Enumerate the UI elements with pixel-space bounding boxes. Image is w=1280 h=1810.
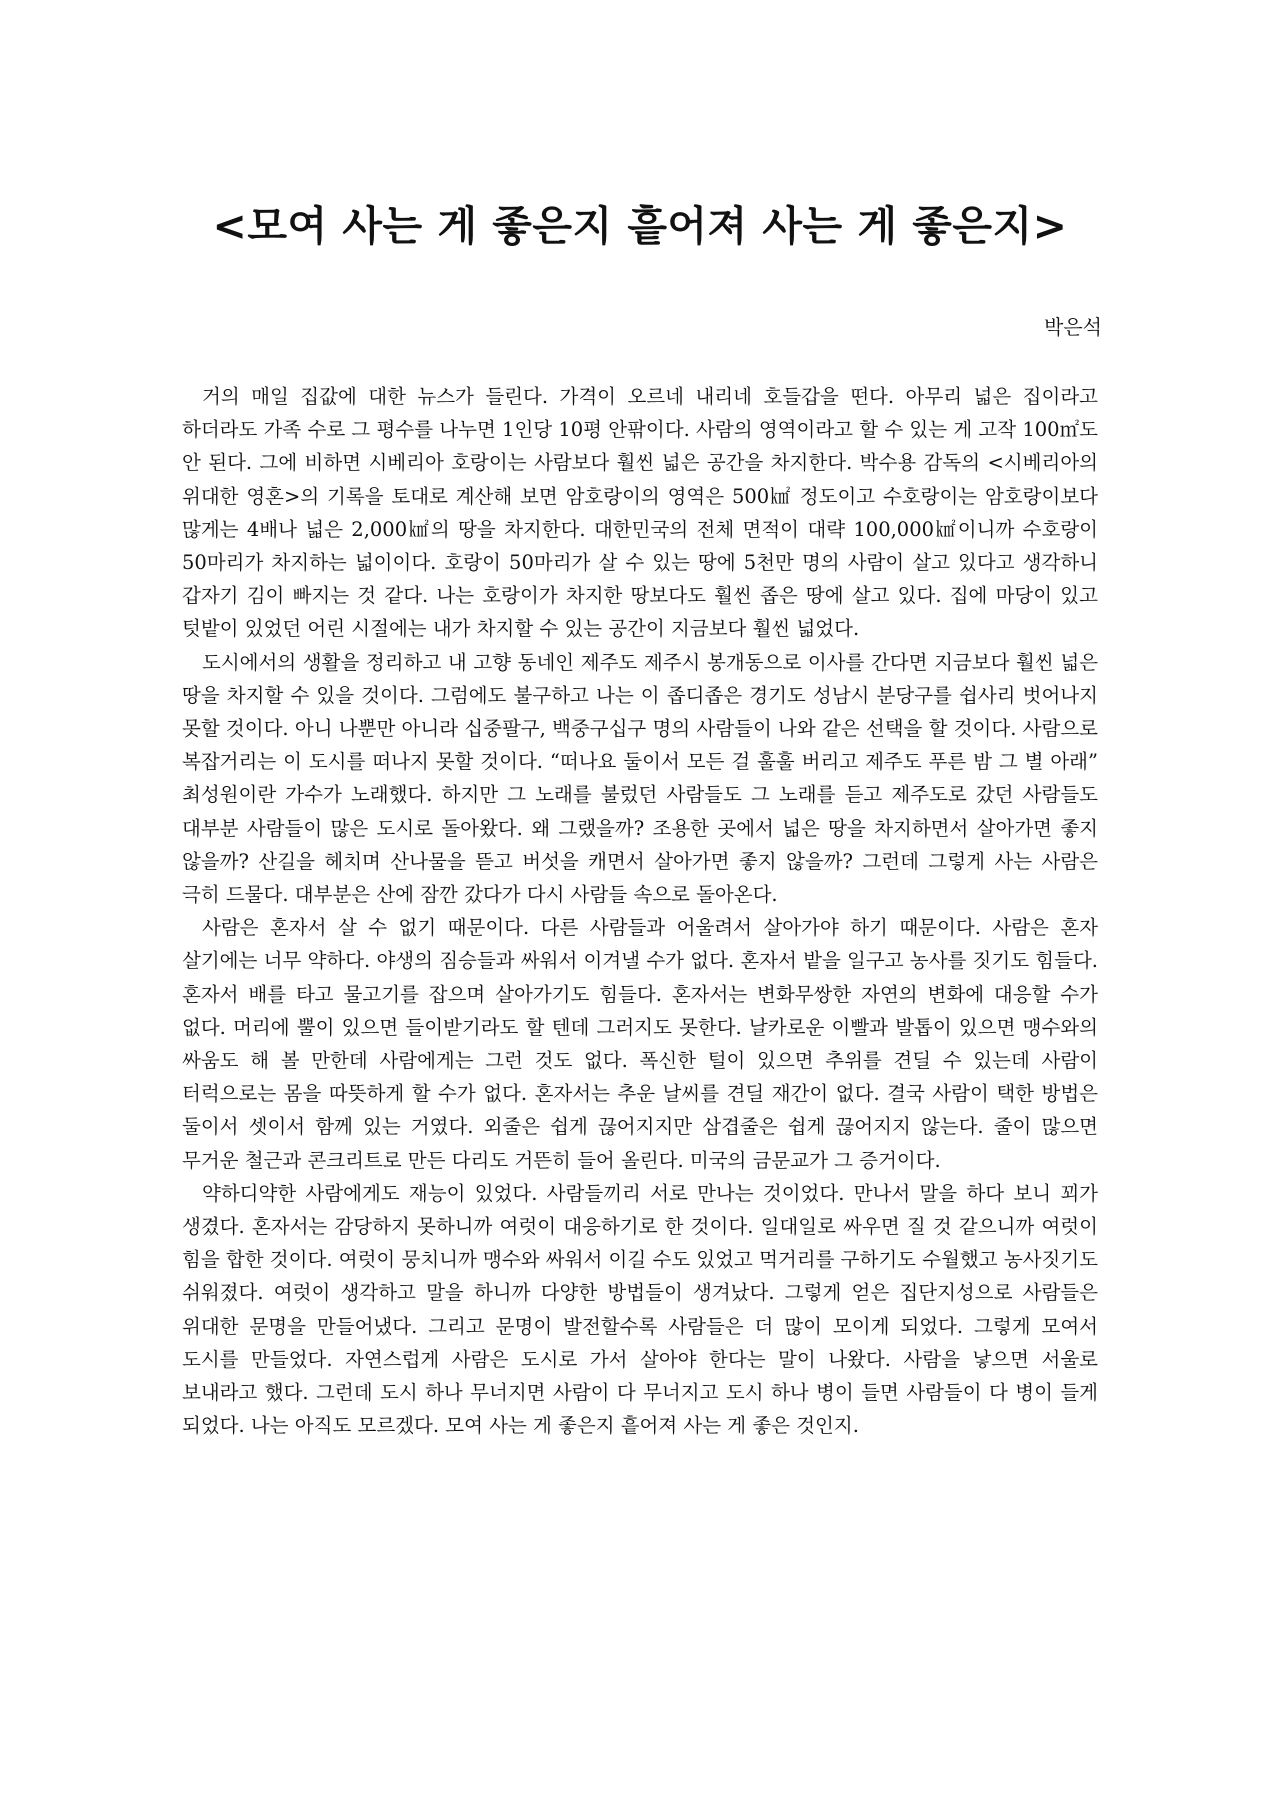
paragraph-2: 도시에서의 생활을 정리하고 내 고향 동네인 제주도 제주시 봉개동으로 이사를 간다면 지금보다 훨씬 넓은 땅을 차지할 수 있을 것이다. 그럼에도 불구하고 나는 이 좁디좁은 경기도 성남시 분당구를 쉽사리 벗어나지 못할 것이다. 아니 나뿐만 아니라 십중팔구, 백중구십구 명의 사람들이 나와 같은 선택을 할 것이다. 사람으로 복잡거리는 이 도시를 떠나지 못할 것이다. “떠나요 둘이서 모든 걸 훌훌 버리고 제주도 푸른 밤 그 별 아래” 최성원이란 가수가 노래했다. 하지만 그 노래를 불렀던 사람들도 그 노래를 듣고 제주도로 갔던 사람들도 대부분 사람들이 많은 도시로 돌아왔다. 왜 그랬을까? 조용한 곳에서 넓은 땅을 차지하면서 살아가면 좋지 않을까? 산길을 헤치며 산나물을 뜯고 버섯을 캐면서 살아가면 좋지 않을까? 그런데 그렇게 사는 사람은 극히 드물다. 대부분은 산에 잠깐 갔다가 다시 사람들 속으로 돌아온다. (182, 650, 1098, 907)
author-name: 박은석 (1044, 315, 1102, 339)
paragraph-3: 사람은 혼자서 살 수 없기 때문이다. 다른 사람들과 어울려서 살아가야 하기 때문이다. 사람은 혼자 살기에는 너무 약하다. 야생의 짐승들과 싸워서 이겨낼 수가 없다. 혼자서 밭을 일구고 농사를 짓기도 힘들다. 혼자서 배를 타고 물고기를 잡으며 살아가기도 힘들다. 혼자서는 변화무쌍한 자연의 변화에 대응할 수가 없다. 머리에 뿔이 있으면 들이받기라도 할 텐데 그러지도 못한다. 날카로운 이빨과 발톱이 있으면 맹수와의 싸움도 해 볼 만한데 사람에게는 그런 것도 없다. 폭신한 털이 있으면 추위를 견딜 수 있는데 사람이 터럭으로는 몸을 따뜻하게 할 수가 없다. 혼자서는 추운 날씨를 견딜 재간이 없다. 결국 사람이 택한 방법은 둘이서 셋이서 함께 있는 거였다. 외줄은 쉽게 끊어지지만 삼겹줄은 쉽게 끊어지지 않는다. 줄이 많으면 무거운 철근과 콘크리트로 만든 다리도 거뜬히 들어 올린다. 미국의 금문교가 그 증거이다. (182, 916, 1098, 1172)
paragraph-1: 거의 매일 집값에 대한 뉴스가 들린다. 가격이 오르네 내리네 호들갑을 떤다. 아무리 넓은 집이라고 하더라도 가족 수로 그 평수를 나누면 1인당 10평 안팎이다. 사람의 영역이라고 할 수 있는 게 고작 100㎡도 안 된다. 그에 비하면 시베리아 호랑이는 사람보다 훨씬 넓은 공간을 차지한다. 박수용 감독의 <시베리아의 위대한 영혼>의 기록을 토대로 계산해 보면 암호랑이의 영역은 500㎢ 정도이고 수호랑이는 암호랑이보다 많게는 4배나 넓은 2,000㎢의 땅을 차지한다. 대한민국의 전체 면적이 대략 100,000㎢이니까 수호랑이 50마리가 차지하는 넓이이다. 호랑이 50마리가 살 수 있는 땅에 5천만 명의 사람이 살고 있다고 생각하니 갑자기 김이 빠지는 것 같다. 나는 호랑이가 차지한 땅보다도 훨씬 좁은 땅에 살고 있다. 집에 마당이 있고 텃밭이 있었던 어린 시절에는 내가 차지할 수 있는 공간이 지금보다 훨씬 넓었다. (182, 385, 1098, 641)
document-body (182, 380, 1098, 1443)
paragraph-4: 약하디약한 사람에게도 재능이 있었다. 사람들끼리 서로 만나는 것이었다. 만나서 말을 하다 보니 꾀가 생겼다. 혼자서는 감당하지 못하니까 여럿이 대응하기로 한 것이다. 일대일로 싸우면 질 것 같으니까 여럿이 힘을 합한 것이다. 여럿이 뭉치니까 맹수와 싸워서 이길 수도 있었고 먹거리를 구하기도 수월했고 농사짓기도 쉬워졌다. 여럿이 생각하고 말을 하니까 다양한 방법들이 생겨났다. 그렇게 얻은 집단지성으로 사람들은 위대한 문명을 만들어냈다. 그리고 문명이 발전할수록 사람들은 더 많이 모이게 되었다. 그렇게 모여서 도시를 만들었다. 자연스럽게 사람은 도시로 가서 살아야 한다는 말이 나왔다. 사람을 낳으면 서울로 보내라고 했다. 그런데 도시 하나 무너지면 사람이 다 무너지고 도시 하나 병이 들면 사람들이 다 병이 들게 되었다. 나는 아직도 모르겠다. 모여 사는 게 좋은지 흩어져 사는 게 좋은 것인지. (182, 1181, 1098, 1438)
document-title: <모여 사는 게 좋은지 흩어져 사는 게 좋은지> (212, 202, 1068, 250)
